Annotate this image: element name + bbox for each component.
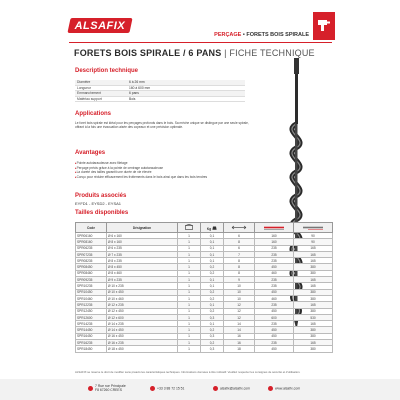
cell-length: 235 — [255, 258, 294, 264]
cell-pack: 1 — [178, 302, 201, 308]
cell-designation: Ø 6 x 160 — [107, 233, 178, 239]
cell-diameter: 9 — [224, 277, 255, 283]
cell-weight: 0,2 — [201, 340, 224, 346]
cell-designation: Ø 7 x 235 — [107, 251, 178, 257]
applications-heading: Applications — [75, 111, 112, 117]
cell-working-length: 90 — [294, 239, 333, 245]
cell-designation: Ø 10 x 450 — [107, 289, 178, 295]
cell-diameter: 12 — [224, 314, 255, 320]
cell-pack: 1 — [178, 277, 201, 283]
cell-code: SPR10235 — [76, 283, 107, 289]
cell-code: SPR18450 — [76, 346, 107, 352]
cell-diameter: 14 — [224, 321, 255, 327]
cell-diameter: 10 — [224, 283, 255, 289]
cell-length: 450 — [255, 327, 294, 333]
box-icon — [185, 224, 193, 230]
cell-working-length: 380 — [294, 264, 333, 270]
cell-length: 235 — [255, 277, 294, 283]
cell-code: SPR08460 — [76, 270, 107, 276]
cell-diameter: 8 — [224, 258, 255, 264]
cell-code: SPR14235 — [76, 321, 107, 327]
cell-working-length: 165 — [294, 283, 333, 289]
cell-diameter: 12 — [224, 302, 255, 308]
cell-pack: 1 — [178, 346, 201, 352]
cell-code: SPR07235 — [76, 251, 107, 257]
cell-working-length: 380 — [294, 270, 333, 276]
cell-working-length: 165 — [294, 340, 333, 346]
cell-length: 235 — [255, 251, 294, 257]
advantages-heading: Avantages — [75, 150, 106, 156]
cell-pack: 1 — [178, 295, 201, 301]
title-separator: | — [221, 48, 230, 58]
cell-pack: 1 — [178, 251, 201, 257]
cell-code: SPR08160 — [76, 239, 107, 245]
col-weight: Kg — [201, 223, 224, 233]
cell-code: SPR14450 — [76, 327, 107, 333]
cell-designation: Ø 12 x 450 — [107, 308, 178, 314]
footer-website[interactable]: www.alsafix.com — [268, 386, 300, 391]
cell-length: 235 — [255, 340, 294, 346]
cell-weight: 0,2 — [201, 327, 224, 333]
brand-logo — [67, 18, 132, 33]
cell-weight: 0,1 — [201, 283, 224, 289]
cell-designation: Ø 12 x 600 — [107, 314, 178, 320]
title-sub: FICHE TECHNIQUE — [229, 48, 315, 58]
technical-value: 6 à 26 mm — [127, 80, 245, 85]
cell-pack: 1 — [178, 245, 201, 251]
cell-weight: 0,2 — [201, 264, 224, 270]
cell-code: SPR12600 — [76, 314, 107, 320]
cell-length: 450 — [255, 308, 294, 314]
cell-length: 460 — [255, 295, 294, 301]
weight-icon — [212, 225, 217, 230]
technical-value: 160 à 600 mm — [127, 85, 245, 91]
cell-code: SPR08450 — [76, 264, 107, 270]
cell-length: 460 — [255, 270, 294, 276]
cell-length: 235 — [255, 321, 294, 327]
cell-code: SPR10450 — [76, 289, 107, 295]
cell-pack: 1 — [178, 327, 201, 333]
cell-designation: Ø 16 x 235 — [107, 340, 178, 346]
cell-length: 450 — [255, 346, 294, 352]
cell-weight: 0,2 — [201, 289, 224, 295]
cell-weight: 0,3 — [201, 346, 224, 352]
cell-designation: Ø 10 x 460 — [107, 295, 178, 301]
cell-length: 450 — [255, 333, 294, 339]
cell-code: SPR06235 — [76, 245, 107, 251]
technical-label: Emmanchement — [75, 91, 127, 97]
breadcrumb — [214, 32, 309, 38]
col-code: Code — [76, 223, 107, 233]
drill-icon — [317, 18, 331, 34]
cell-working-length: 165 — [294, 258, 333, 264]
page-title — [74, 48, 315, 58]
brand-logo-text: ALSAFIX — [74, 20, 126, 32]
breadcrumb-parent: PERÇAGE — [214, 32, 242, 38]
cell-diameter: 16 — [224, 333, 255, 339]
footer-phone[interactable]: +33 3 88 72 15 51 — [150, 386, 184, 391]
col-length — [255, 223, 294, 233]
cell-diameter: 8 — [224, 270, 255, 276]
cell-weight: 0,2 — [201, 270, 224, 276]
cell-length: 235 — [255, 302, 294, 308]
technical-value: 6 pans — [127, 91, 245, 97]
footer-email[interactable]: alsafix@alsafix.com — [213, 386, 250, 391]
cell-designation: Ø 10 x 235 — [107, 283, 178, 289]
footer — [0, 379, 400, 400]
sizes-heading: Tailles disponibles — [75, 210, 129, 216]
cell-diameter: 6 — [224, 233, 255, 239]
phone-icon — [150, 386, 155, 391]
associated-products: EYFD1 - EYSD2 - EYSA1 — [75, 201, 122, 206]
cell-designation: Ø 8 x 460 — [107, 270, 178, 276]
col-designation: Désignation — [107, 223, 178, 233]
cell-designation: Ø 6 x 235 — [107, 245, 178, 251]
technical-label: Diamètre — [75, 80, 127, 85]
cell-working-length: 380 — [294, 333, 333, 339]
cell-weight: 0,1 — [201, 245, 224, 251]
cell-code: SPR12450 — [76, 308, 107, 314]
cell-pack: 1 — [178, 239, 201, 245]
cell-pack: 1 — [178, 340, 201, 346]
cell-designation: Ø 8 x 450 — [107, 264, 178, 270]
cell-working-length: 165 — [294, 302, 333, 308]
cell-pack: 1 — [178, 258, 201, 264]
cell-weight: 0,1 — [201, 251, 224, 257]
advantages-list — [75, 161, 255, 179]
cell-diameter: 10 — [224, 295, 255, 301]
col-diameter — [224, 223, 255, 233]
cell-working-length: 165 — [294, 251, 333, 257]
breadcrumb-current: FORETS BOIS SPIRALE — [246, 32, 309, 38]
globe-icon — [268, 386, 273, 391]
cell-length: 235 — [255, 245, 294, 251]
working-length-icon — [302, 225, 324, 230]
cell-pack: 1 — [178, 308, 201, 314]
cell-working-length: 165 — [294, 321, 333, 327]
col-pack — [178, 223, 201, 233]
associated-heading: Produits associés — [75, 193, 127, 199]
cell-weight: 0,3 — [201, 314, 224, 320]
cell-code: SPR09235 — [76, 277, 107, 283]
advantage-item: ▸ La dureté des tailles garantit une durée de vie élevée — [75, 170, 255, 175]
cell-diameter: 12 — [224, 308, 255, 314]
cell-code: SPR12235 — [76, 302, 107, 308]
diameter-icon — [231, 225, 247, 230]
cell-weight: 0,1 — [201, 258, 224, 264]
cell-pack: 1 — [178, 289, 201, 295]
header-rule — [69, 42, 332, 43]
cell-pack: 1 — [178, 333, 201, 339]
cell-working-length: 380 — [294, 346, 333, 352]
technical-heading: Description technique — [75, 68, 139, 74]
cell-code: SPR08235 — [76, 258, 107, 264]
cell-length: 600 — [255, 314, 294, 320]
technical-label: Longueur — [75, 85, 127, 91]
cell-designation: Ø 16 x 450 — [107, 333, 178, 339]
cell-weight: 0,3 — [201, 333, 224, 339]
cell-diameter: 6 — [224, 245, 255, 251]
applications-text: Le foret bois spirale est idéal pour les perçages profonds dans le bois. Sa mèche unique se distingue par une seule spirale, offrant à la fois une évacuation aisée des copeaux et une précision optimale. — [75, 121, 249, 130]
cell-pack: 1 — [178, 321, 201, 327]
cell-diameter: 8 — [224, 239, 255, 245]
cell-weight: 0,1 — [201, 277, 224, 283]
cell-diameter: 16 — [224, 340, 255, 346]
cell-working-length: 380 — [294, 327, 333, 333]
cell-working-length: 90 — [294, 233, 333, 239]
cell-working-length: 380 — [294, 289, 333, 295]
cell-weight: 0,1 — [201, 321, 224, 327]
cell-designation: Ø 8 x 160 — [107, 239, 178, 245]
cell-pack: 1 — [178, 283, 201, 289]
cell-weight: 0,1 — [201, 302, 224, 308]
cell-working-length: 165 — [294, 277, 333, 283]
location-icon — [88, 386, 93, 391]
cell-diameter: 7 — [224, 251, 255, 257]
cell-pack: 1 — [178, 233, 201, 239]
col-working-length — [294, 223, 333, 233]
cell-weight: 0,1 — [201, 233, 224, 239]
cell-designation: Ø 9 x 235 — [107, 277, 178, 283]
email-icon — [213, 386, 218, 391]
advantage-item: ▸ Perçage précis grâce à la pointe de centrage autotaraudeuse — [75, 166, 255, 171]
cell-designation: Ø 14 x 235 — [107, 321, 178, 327]
cell-pack: 1 — [178, 314, 201, 320]
cell-diameter: 10 — [224, 289, 255, 295]
advantage-item: ▸ Pointe autotaraudeuse avec filetage — [75, 161, 255, 166]
cell-designation: Ø 14 x 450 — [107, 327, 178, 333]
technical-value: Bois — [127, 96, 245, 102]
cell-working-length: 165 — [294, 245, 333, 251]
cell-pack: 1 — [178, 270, 201, 276]
cell-diameter: 8 — [224, 264, 255, 270]
cell-code: SPR06160 — [76, 233, 107, 239]
cell-weight: 0,2 — [201, 308, 224, 314]
title-main: FORETS BOIS SPIRALE / 6 PANS — [74, 48, 222, 58]
cell-code: SPR10460 — [76, 295, 107, 301]
cell-diameter: 18 — [224, 346, 255, 352]
cell-working-length: 380 — [294, 308, 333, 314]
cell-weight: 0,2 — [201, 295, 224, 301]
cell-length: 160 — [255, 239, 294, 245]
datasheet-page — [60, 0, 341, 400]
cell-designation: Ø 8 x 235 — [107, 258, 178, 264]
cell-length: 450 — [255, 289, 294, 295]
cell-length: 235 — [255, 283, 294, 289]
cell-working-length: 380 — [294, 295, 333, 301]
technical-row — [75, 96, 245, 102]
cell-code: SPR16235 — [76, 340, 107, 346]
cell-length: 160 — [255, 233, 294, 239]
cell-pack: 1 — [178, 264, 201, 270]
breadcrumb-separator: • — [241, 32, 247, 38]
cell-designation: Ø 18 x 450 — [107, 346, 178, 352]
total-length-icon — [263, 225, 285, 230]
cell-working-length: 530 — [294, 314, 333, 320]
legal-footnote: ALSAFIX se réserve le droit de modifier sans préavis les caractéristiques techniques. Informations données à titre indicatif. Veuillez respecter les consignes de sécurité et d'utilisation. — [75, 370, 301, 374]
technical-table — [75, 80, 245, 102]
table-row — [76, 346, 333, 352]
cell-diameter: 14 — [224, 327, 255, 333]
advantage-item: ▸ Conçu pour réduire efficacement les frottements dans le bois ainsi que dans les bois tendres — [75, 175, 255, 180]
footer-address: 7 Rue rue Principale F8 67260 CREES — [88, 384, 126, 392]
category-tab — [313, 12, 335, 40]
cell-weight: 0,1 — [201, 239, 224, 245]
technical-label: Matériau support — [75, 96, 127, 102]
cell-code: SPR16450 — [76, 333, 107, 339]
cell-designation: Ø 12 x 235 — [107, 302, 178, 308]
sizes-table — [75, 222, 333, 353]
cell-length: 450 — [255, 264, 294, 270]
